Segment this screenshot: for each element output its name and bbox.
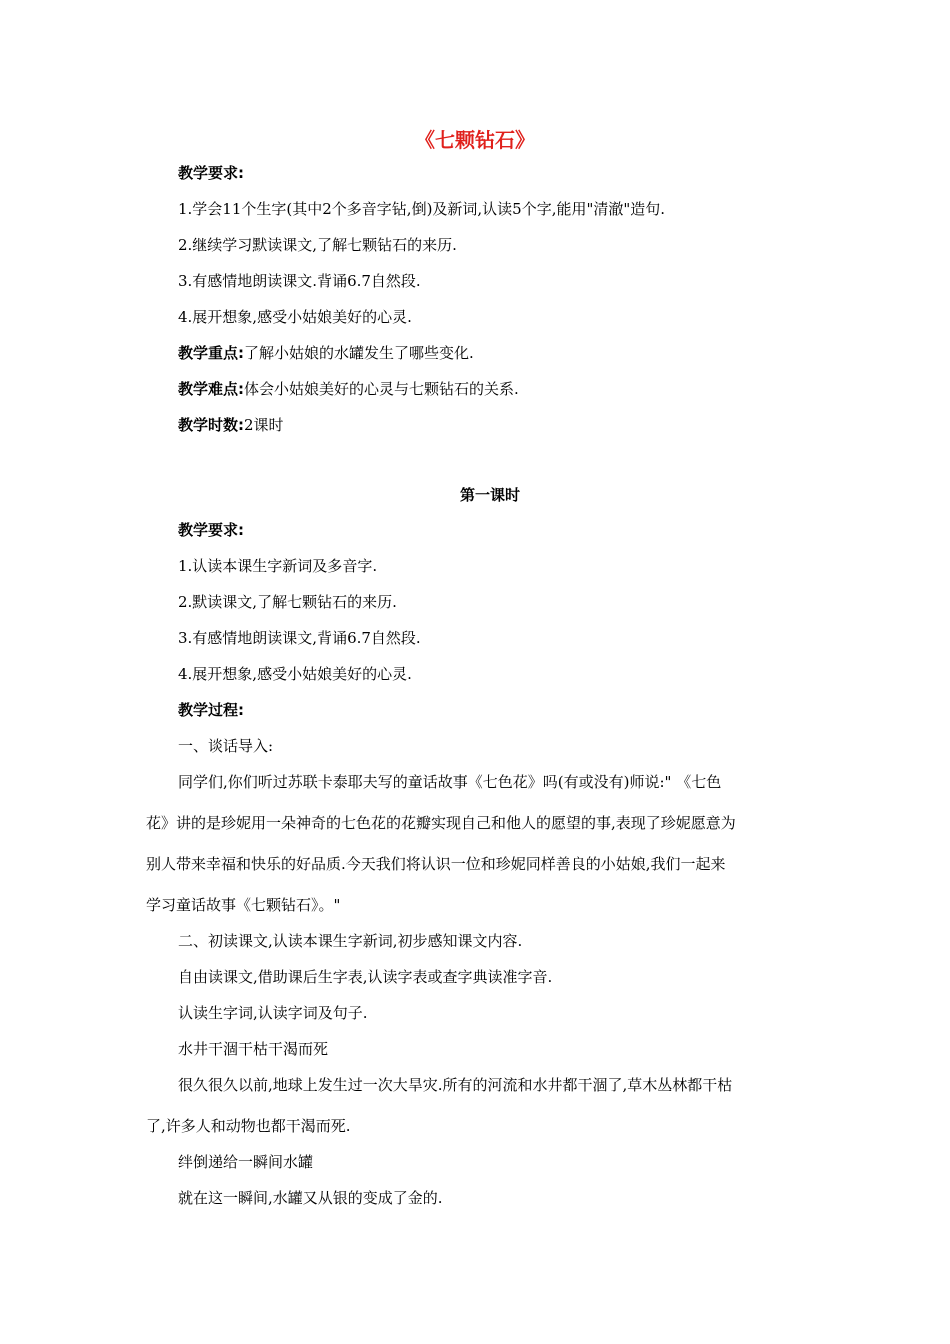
teaching-difficulty xyxy=(178,379,519,399)
process-heading: 教学过程: xyxy=(178,701,244,719)
lesson-requirements-heading: 教学要求: xyxy=(178,521,244,539)
lesson-requirement-item: 4.展开想象,感受小姑娘美好的心灵. xyxy=(178,665,412,683)
document-title: 《七颗钻石》 xyxy=(415,128,535,152)
requirement-item: 1.学会11个生字(其中2个多音字钻,倒)及新词,认读5个字,能用"清澈"造句. xyxy=(178,200,666,218)
teaching-difficulty-label: 教学难点: xyxy=(178,380,244,398)
paragraph-line: 了,许多人和动物也都干渴而死. xyxy=(146,1117,351,1135)
vocabulary-line: 绊倒递给一瞬间水罐 xyxy=(178,1153,314,1171)
paragraph-line: 同学们,你们听过苏联卡泰耶夫写的童话故事《七色花》吗(有或没有)师说:" 《七色 xyxy=(178,773,722,791)
lesson-requirement-item: 1.认读本课生字新词及多音字. xyxy=(178,557,378,575)
teaching-hours-text: 2课时 xyxy=(244,416,284,434)
step-heading: 二、初读课文,认读本课生字新词,初步感知课文内容. xyxy=(178,932,523,950)
requirements-heading: 教学要求: xyxy=(178,164,244,182)
paragraph-line: 花》讲的是珍妮用一朵神奇的七色花的花瓣实现自己和他人的愿望的事,表现了珍妮愿意为 xyxy=(146,814,736,832)
requirement-item: 3.有感情地朗读课文.背诵6.7自然段. xyxy=(178,272,421,290)
text-line: 自由读课文,借助课后生字表,认读字表或查字典读准字音. xyxy=(178,968,553,986)
step-heading: 一、谈话导入: xyxy=(178,737,274,755)
teaching-focus xyxy=(178,343,474,363)
teaching-hours-label: 教学时数: xyxy=(178,416,244,434)
lesson-requirement-item: 2.默读课文,了解七颗钻石的来历. xyxy=(178,593,397,611)
teaching-difficulty-text: 体会小姑娘美好的心灵与七颗钻石的关系. xyxy=(244,380,519,398)
paragraph-line: 学习童话故事《七颗钻石》。" xyxy=(146,896,341,914)
teaching-focus-label: 教学重点: xyxy=(178,344,244,362)
paragraph-line: 很久很久以前,地球上发生过一次大旱灾.所有的河流和水井都干涸了,草木丛林都干枯 xyxy=(178,1076,733,1094)
paragraph-line: 别人带来幸福和快乐的好品质.今天我们将认识一位和珍妮同样善良的小姑娘,我们一起来 xyxy=(146,855,726,873)
lesson-one-title: 第一课时 xyxy=(459,486,520,504)
vocabulary-line: 水井干涸干枯干渴而死 xyxy=(178,1040,329,1058)
text-line: 认读生字词,认读字词及句子. xyxy=(178,1004,368,1022)
lesson-requirement-item: 3.有感情地朗读课文,背诵6.7自然段. xyxy=(178,629,421,647)
teaching-focus-text: 了解小姑娘的水罐发生了哪些变化. xyxy=(244,344,474,362)
requirement-item: 4.展开想象,感受小姑娘美好的心灵. xyxy=(178,308,412,326)
requirement-item: 2.继续学习默读课文,了解七颗钻石的来历. xyxy=(178,236,457,254)
text-line: 就在这一瞬间,水罐又从银的变成了金的. xyxy=(178,1189,443,1207)
teaching-hours xyxy=(178,415,284,435)
